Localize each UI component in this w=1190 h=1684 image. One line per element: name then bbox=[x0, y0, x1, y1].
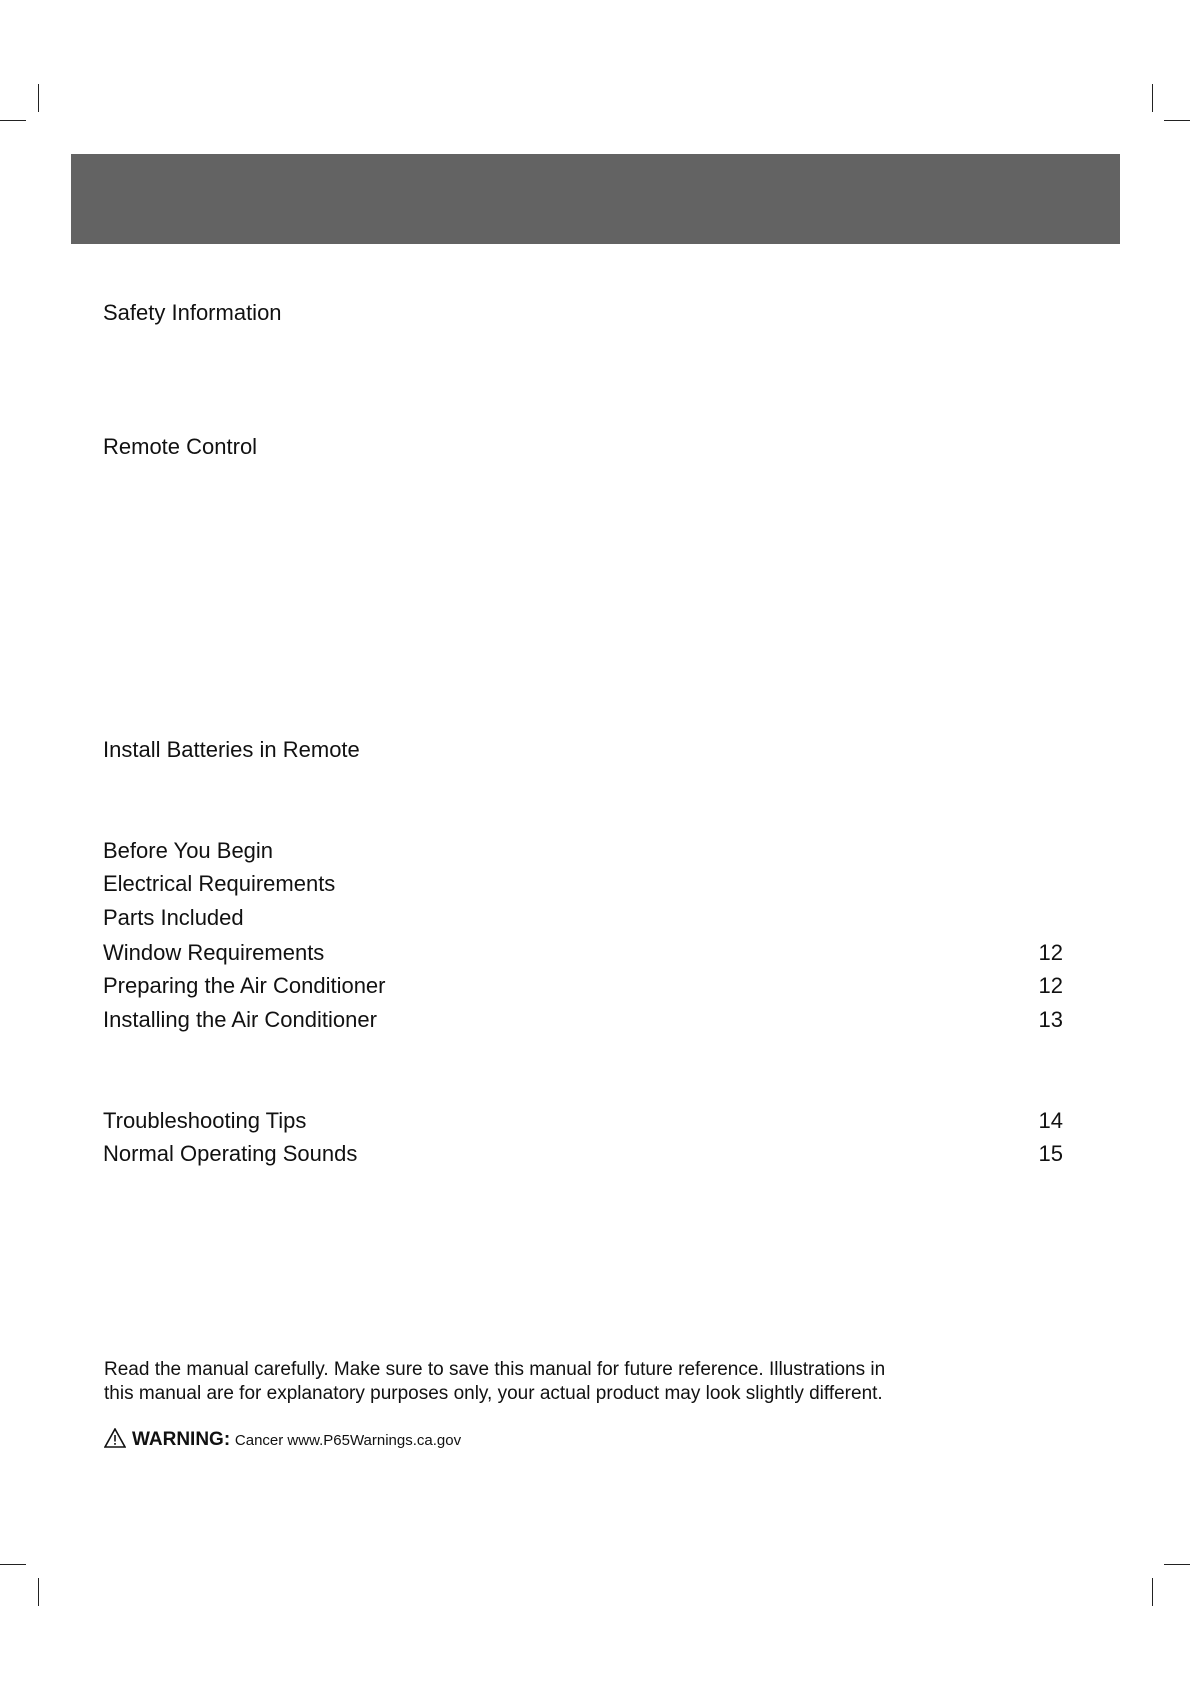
toc-page-number: 13 bbox=[1038, 1007, 1063, 1032]
toc-item-electrical-requirements[interactable]: Electrical Requirements bbox=[103, 871, 336, 896]
toc-item-install-batteries[interactable]: Install Batteries in Remote bbox=[103, 737, 360, 762]
toc-item-remote-control[interactable]: Remote Control bbox=[103, 434, 258, 459]
toc-page-number: 14 bbox=[1038, 1108, 1063, 1133]
toc-item-preparing-air-conditioner[interactable]: Preparing the Air Conditioner bbox=[103, 973, 386, 998]
manual-note-line: this manual are for explanatory purposes only, your actual product may look slightly different. bbox=[104, 1383, 883, 1404]
crop-mark bbox=[38, 1578, 39, 1606]
crop-mark bbox=[1164, 1564, 1190, 1565]
manual-note bbox=[104, 1358, 1004, 1406]
toc-item-installing-air-conditioner[interactable]: Installing the Air Conditioner bbox=[103, 1007, 377, 1032]
toc-item-window-requirements[interactable]: Window Requirements bbox=[103, 940, 325, 965]
toc-page-number: 12 bbox=[1038, 940, 1063, 965]
toc-item-before-you-begin[interactable]: Before You Begin bbox=[103, 838, 274, 863]
crop-mark bbox=[0, 120, 26, 121]
toc-item-parts-included[interactable]: Parts Included bbox=[103, 905, 244, 930]
manual-note-line: Read the manual carefully. Make sure to save this manual for future reference. Illustrations in bbox=[104, 1359, 886, 1380]
warning-triangle-icon bbox=[104, 1428, 126, 1448]
warning-label: WARNING: bbox=[132, 1429, 231, 1450]
toc-page-number: 15 bbox=[1038, 1141, 1063, 1166]
toc-item-safety-information[interactable]: Safety Information bbox=[103, 300, 282, 325]
crop-mark bbox=[1152, 84, 1153, 112]
toc-item-normal-operating-sounds[interactable]: Normal Operating Sounds bbox=[103, 1141, 358, 1166]
warning-text: Cancer www.P65Warnings.ca.gov bbox=[234, 1432, 462, 1449]
crop-mark bbox=[1152, 1578, 1153, 1606]
crop-mark bbox=[0, 1564, 26, 1565]
toc-item-troubleshooting-tips[interactable]: Troubleshooting Tips bbox=[103, 1108, 307, 1133]
crop-mark bbox=[1164, 120, 1190, 121]
prop65-warning bbox=[104, 1428, 461, 1452]
toc-page-number: 12 bbox=[1038, 973, 1063, 998]
crop-mark bbox=[38, 84, 39, 112]
header-bar bbox=[71, 154, 1120, 244]
